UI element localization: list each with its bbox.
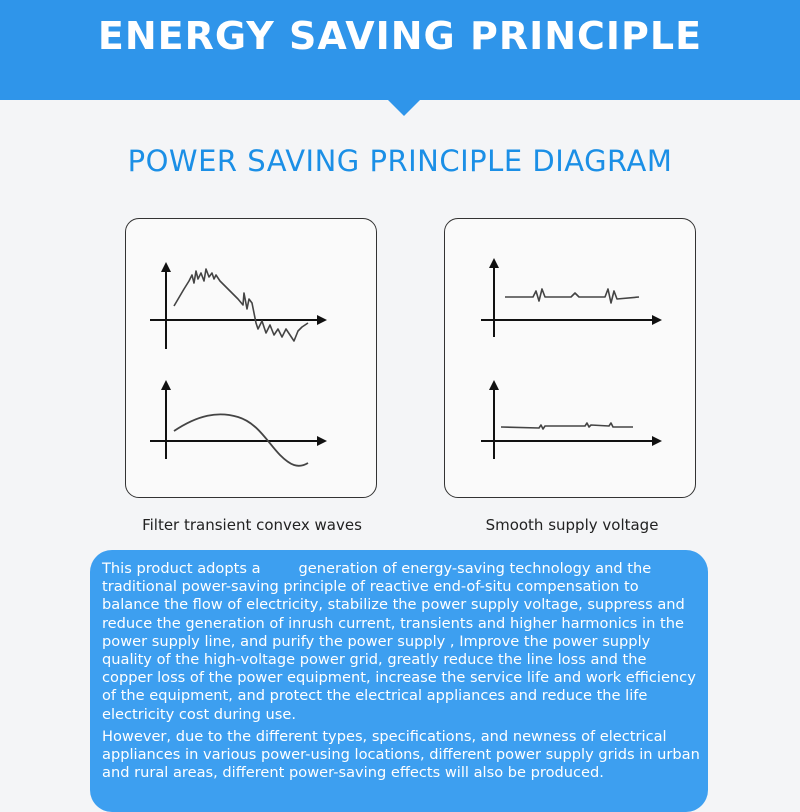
axes-bottom-left <box>150 385 322 459</box>
panel-before <box>125 218 377 498</box>
distorted-wave <box>174 269 308 341</box>
description-text-start: This product adopts a <box>102 560 261 577</box>
caption-after: Smooth supply voltage <box>485 516 659 534</box>
caption-before: Filter transient convex waves <box>142 516 362 534</box>
banner-pointer <box>388 100 420 116</box>
description-box <box>90 550 708 812</box>
description-paragraph-1 <box>102 560 700 724</box>
small-ripple-wave <box>505 289 639 303</box>
before-waveforms <box>126 219 378 499</box>
axes-bottom-right <box>481 385 657 459</box>
header-banner <box>0 0 800 100</box>
axes-top-right <box>481 263 657 337</box>
after-waveforms <box>445 219 697 499</box>
description-paragraph-2: However, due to the different types, specifications, and newness of electrical appliances in various power-using locations, different power supply grids in urban and rural areas, different power-saving effects will also be produced. <box>102 727 700 782</box>
page-title: ENERGY SAVING PRINCIPLE <box>97 14 703 58</box>
description-text-rest: generation of energy-saving technology and the traditional power-saving principle of reactive end-of-situ compensation to balance the flow of electricity, stabilize the power supply voltage, suppress and reduce the generation of inrush current, transients and higher harmonics in the power supply line, and purify the power supply , Improve the power supply quality of the high-voltage power grid, greatly reduce the line loss and the copper loss of the power equipment, increase the service life and work efficiency of the equipment, and protect the electrical appliances and reduce the life electricity cost during use. <box>102 560 696 723</box>
panel-after <box>444 218 696 498</box>
diagram-title: POWER SAVING PRINCIPLE DIAGRAM <box>127 144 673 178</box>
smooth-voltage-line <box>501 423 633 429</box>
